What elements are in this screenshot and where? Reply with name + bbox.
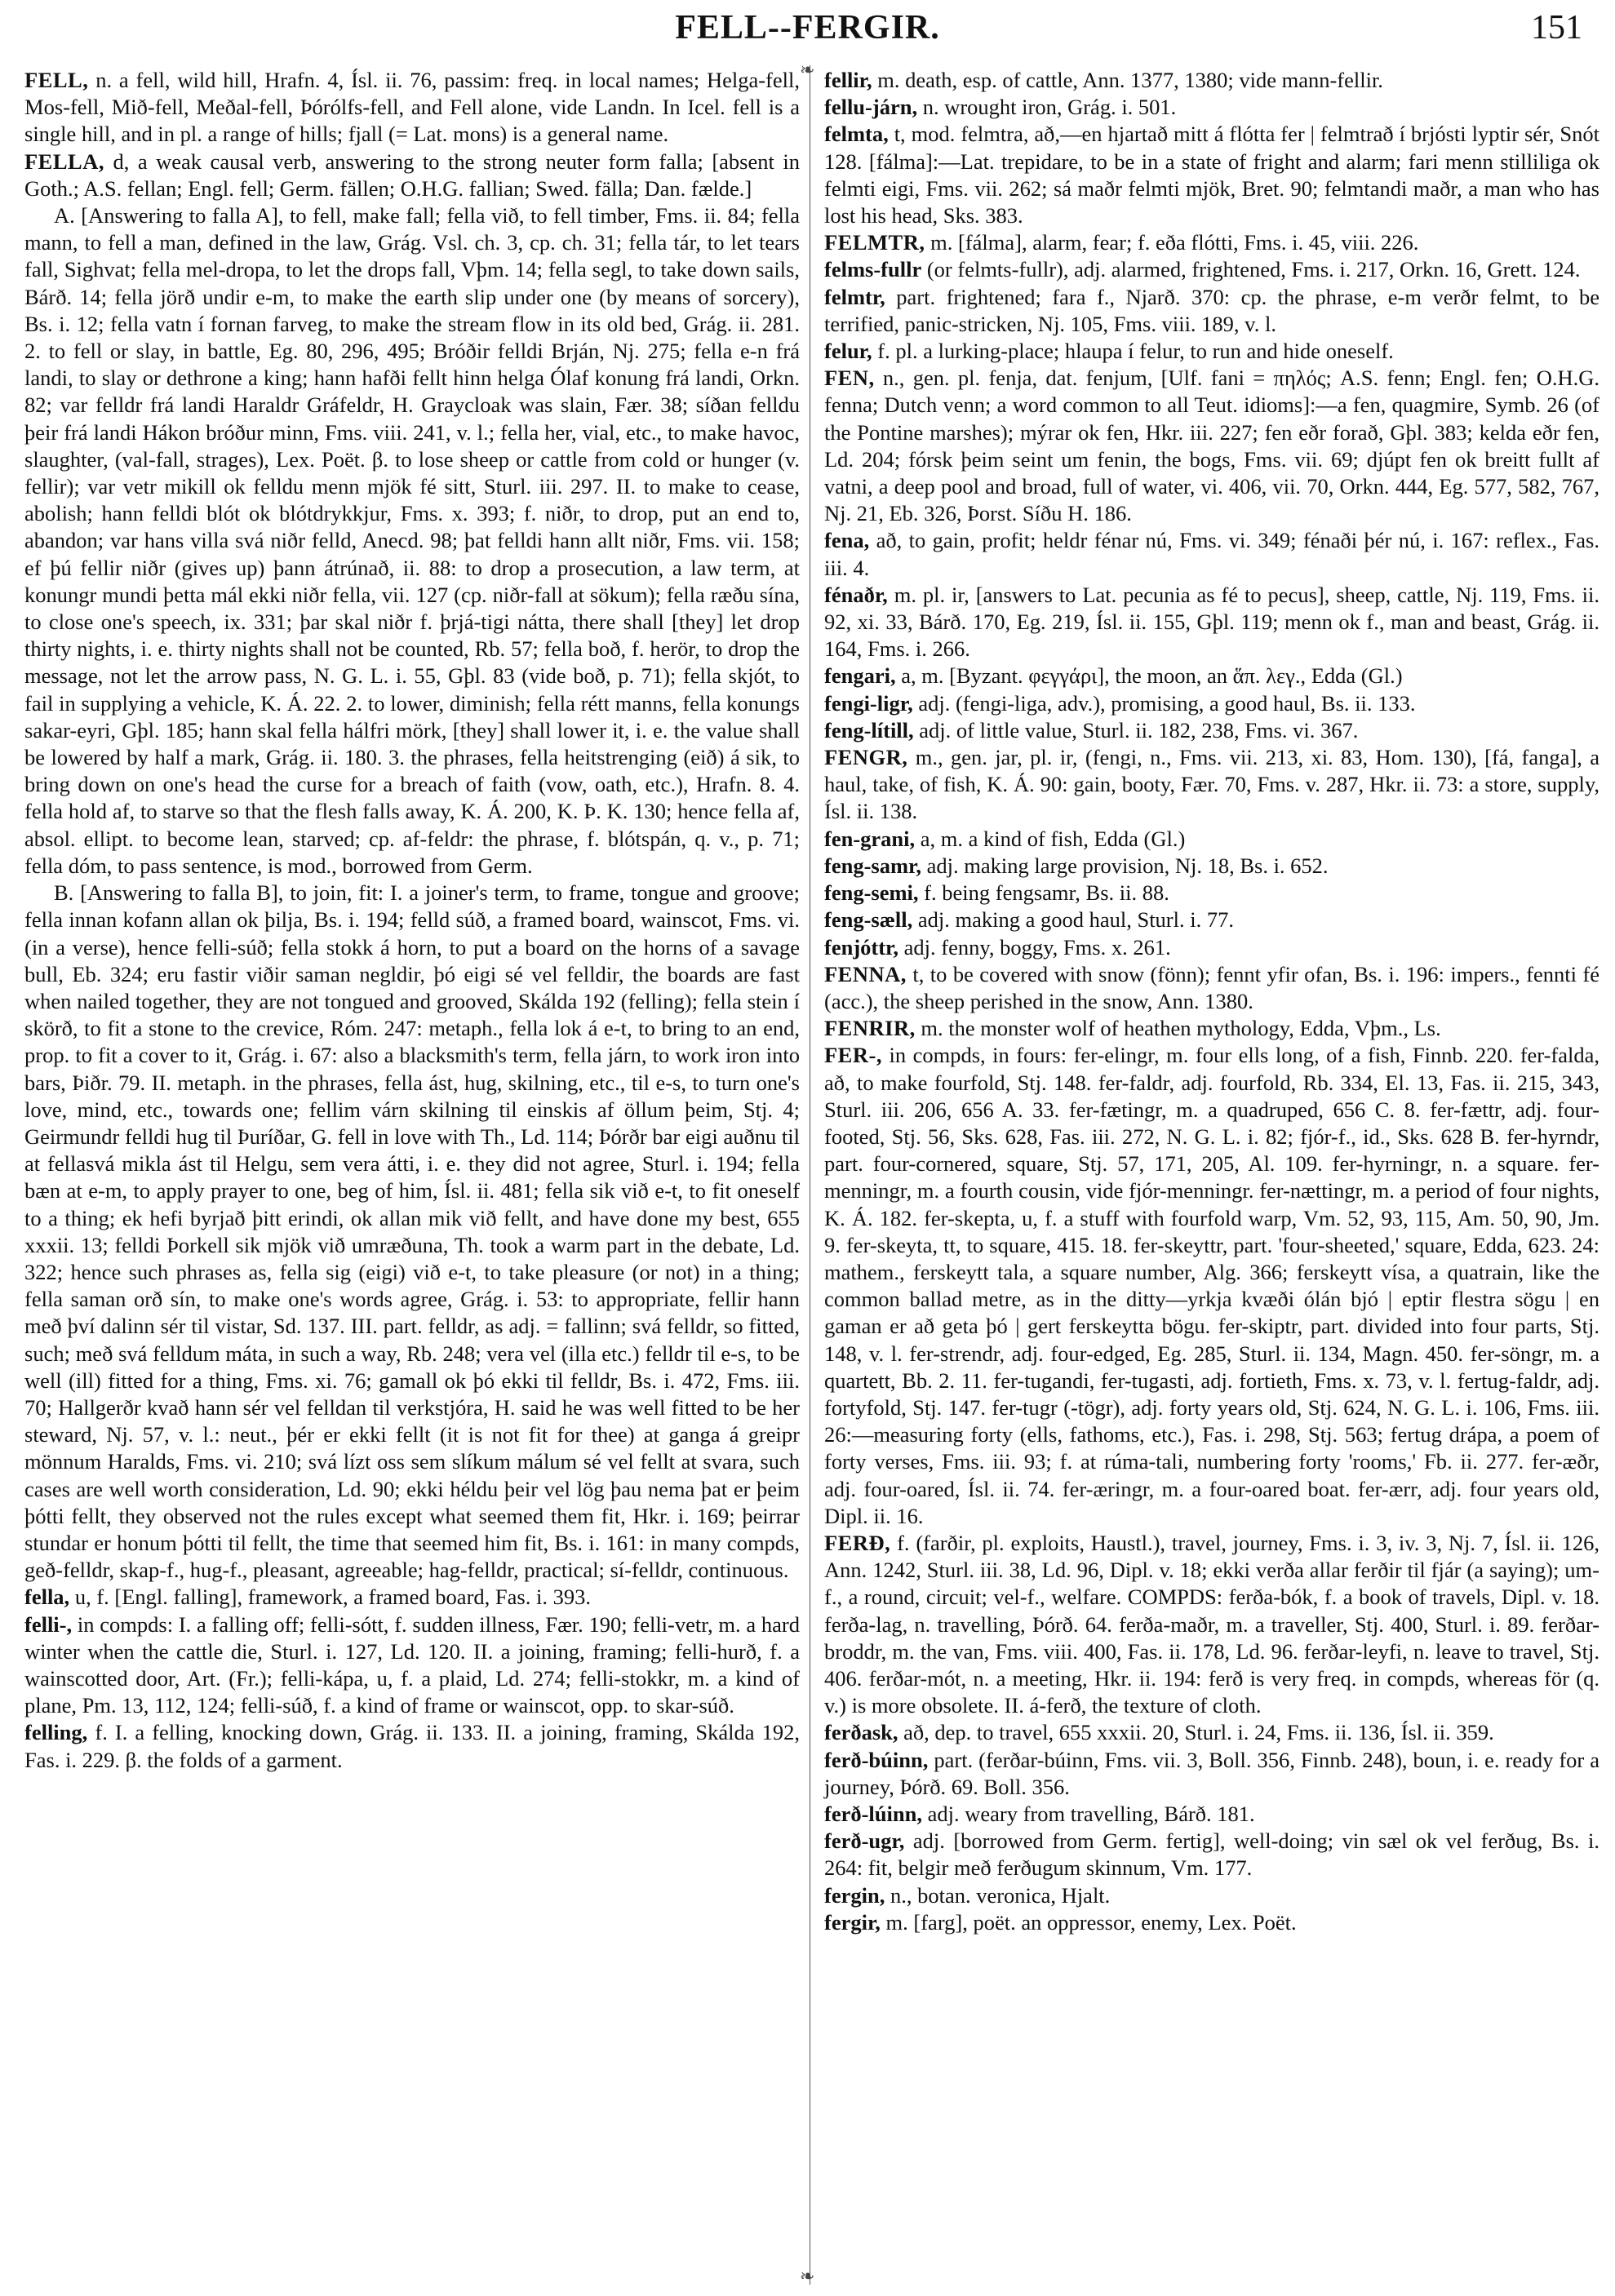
dictionary-entry: [24, 1719, 800, 1773]
entry-headword: fergir,: [824, 1909, 881, 1935]
dictionary-entry: [824, 934, 1599, 961]
entry-headword: ferð-lúinn,: [824, 1802, 922, 1826]
dictionary-entry: [824, 284, 1599, 338]
entry-text: adj. fenny, boggy, Fms. x. 261.: [898, 934, 1171, 960]
column-ornament-top: ❧: [800, 60, 815, 81]
dictionary-entry: [824, 717, 1599, 744]
dictionary-entry: [824, 1042, 1599, 1530]
entry-text: in compds: I. a falling off; felli-sótt, f. sudden illness, Fær. 190; felli-vetr, m. a hard winter when the cattle die, Sturl. i. 127, Ld. 120. II. a joining, framing; felli-hurð, f. a wainscotted door, Art. (Fr.); felli-kápa, u, f. a plaid, Ld. 274; felli-stokkr, m. a kind of plane, Pm. 13, 112, 124; felli-súð, f. a kind of frame or wainscot, opp. to skar-súð.: [24, 1611, 800, 1718]
dictionary-entry: [824, 690, 1599, 717]
entry-headword: FER-,: [824, 1043, 882, 1068]
entry-text: m., gen. jar, pl. ir, (fengi, n., Fms. vii. 213, xi. 83, Hom. 130), [fá, fanga], a haul, take, of fish, K. Á. 90: gain, booty, Fær. 70, Fms. v. 287, Hkr. ii. 73: a store, supply, Ísl. ii. 138.: [824, 745, 1599, 824]
entry-text: f. I. a felling, knocking down, Grág. ii. 133. II. a joining, framing, Skálda 192, Fas. i. 229. β. the folds of a garment.: [24, 1720, 800, 1772]
entry-text: part. (ferðar-búinn, Fms. vii. 3, Boll. 356, Finnb. 248), boun, i. e. ready for a journey, Þórð. 69. Boll. 356.: [824, 1747, 1599, 1799]
entry-headword: feng-lítill,: [824, 717, 914, 742]
dictionary-entry: [824, 256, 1599, 283]
dictionary-entry: [24, 1611, 800, 1720]
entry-text: n., gen. pl. fenja, dat. fenjum, [Ulf. fani = πηλός; A.S. fenn; Engl. fen; O.H.G. fenna; Dutch venn; a word common to all Teut. idioms]:—a fen, quagmire, Symb. 26 (of the Pontine marshes); mýrar ok fen, Hkr. iii. 227; fen eðr forað, Gþl. 383; kelda eðr fen, Ld. 204; fórsk þeim seint um fenin, the bogs, Fms. vii. 69; djúpt fen ok breitt fullt af vatni, a deep pool and broad, full of water, vi. 406, vii. 70, Orkn. 444, Eg. 577, 582, 767, Nj. 21, Eb. 326, Þorst. Síðu H. 186.: [824, 366, 1599, 526]
dictionary-entry: [24, 1584, 800, 1611]
entry-text: adj. [borrowed from Germ. fertig], well-doing; vin sæl ok vel ferðug, Bs. i. 264: fit, belgir með ferðugum skinnum, Vm. 177.: [824, 1828, 1599, 1881]
dictionary-entry: [824, 1882, 1599, 1909]
entry-headword: felmta,: [824, 122, 889, 147]
entry-headword: fellu-járn,: [824, 95, 918, 120]
entry-text: m. the monster wolf of heathen mythology, Edda, Vþm., Ls.: [915, 1016, 1441, 1041]
dictionary-entry: [824, 1719, 1599, 1746]
entry-headword: feng-semi,: [824, 880, 919, 906]
entry-headword: FELLA,: [24, 148, 104, 174]
entry-text: m. pl. ir, [answers to Lat. pecunia as fé to pecus], sheep, cattle, Nj. 119, Fms. ii. 92, xi. 33, Bárð. 170, Eg. 219, Ísl. ii. 155, Gþl. 119; menn ok f., man and beast, Grág. ii. 164, Fms. i. 266.: [824, 582, 1599, 662]
entry-headword: FEN,: [824, 366, 875, 391]
entry-headword: feng-sæll,: [824, 907, 913, 933]
entry-headword: fena,: [824, 528, 870, 553]
page-number: 151: [1531, 9, 1582, 47]
entry-headword: feng-samr,: [824, 853, 921, 878]
entry-text: m. [farg], poët. an oppressor, enemy, Lex. Poët.: [880, 1909, 1297, 1935]
entry-text: in compds, in fours: fer-elingr, m. four ells long, of a fish, Finnb. 220. fer-falda, að, to make fourfold, Stj. 148. fer-faldr, adj. fourfold, Rb. 334, El. 13, Fas. ii. 215, 343, Sturl. iii. 206, 656 A. 33. fer-fætingr, m. a quadruped, 656 C. 8. fer-fættr, adj. four-footed, Stj. 56, Sks. 628, Fas. iii. 272, N. G. L. i. 82; fjór-f., id., Sks. 628 B. fer-hyrndr, part. four-cornered, square, Stj. 57, 171, 205, Al. 109. fer-hyrningr, n. a square. fer-menningr, m. a fourth cousin, vide fjór-menningr. fer-nættingr, m. a period of four nights, K. Á. 182. fer-skepta, u, f. a stuff with fourfold warp, Vm. 52, 93, 115, Am. 50, 90, Jm. 9. fer-skeyta, tt, to square, 415. 18. fer-skeyttr, part. 'four-sheeted,' square, Edda, 623. 24: mathem., ferskeytt tala, a square number, Alg. 366; ferskeytt vísa, a quatrain, like the common ballad metre, as in the ditty—yrkja kvæði ólán bjó | eptir flestra sögu | en gaman er að geta þó | gert ferskeytta bögu. fer-skiptr, part. divided into four parts, Stj. 148, v. l. fer-strendr, adj. four-edged, Eg. 285, Sturl. ii. 134, Magn. 450. fer-söngr, m. a quartett, Bb. 2. 11. fer-tugandi, fer-tugasti, adj. fortieth, Fms. x. 73, v. l. fertug-faldr, adj. fortyfold, Stj. 147. fer-tugr (-tögr), adj. forty years old, Stj. 624, N. G. L. i. 106, Fms. iii. 26:—measuring forty (ells, fathoms, etc.), Fas. i. 298, Stj. 563; fertug drápa, a poem of forty verses, Fms. iii. 93; f. at rúma-tali, numbering forty 'rooms,' Fb. ii. 277. fer-æðr, adj. four-oared, Ísl. ii. 74. fer-æringr, m. a four-oared boat. fer-ærr, adj. four years old, Dipl. ii. 16.: [824, 1043, 1599, 1528]
entry-text: f. being fengsamr, Bs. ii. 88.: [918, 880, 1169, 906]
dictionary-entry: [824, 365, 1599, 527]
dictionary-entry: [824, 229, 1599, 256]
entry-headword: ferð-ugr,: [824, 1828, 905, 1854]
dictionary-entry-section: [24, 202, 800, 880]
entry-headword: fella,: [24, 1585, 70, 1610]
entry-headword: fellir,: [824, 68, 872, 92]
dictionary-entry: [24, 67, 800, 148]
entry-text: a, m. a kind of fish, Edda (Gl.): [915, 826, 1186, 851]
entry-headword: FERÐ,: [824, 1530, 891, 1555]
dictionary-entry: [824, 94, 1599, 121]
right-column: [824, 67, 1599, 1936]
entry-text: m. death, esp. of cattle, Ann. 1377, 1380; vide mann-fellir.: [872, 68, 1383, 92]
entry-text: adj. of little value, Sturl. ii. 182, 238, Fms. vi. 367.: [913, 717, 1359, 742]
dictionary-entry: [824, 906, 1599, 933]
entry-text: A. [Answering to falla A], to fell, make fall; fella við, to fell timber, Fms. ii. 84; fella mann, to fell a man, defined in the law, Grág. Vsl. ch. 3, cp. ch. 31; fella tár, to let tears fall, Sighvat; fella mel-dropa, to let the drops fall, Vþm. 14; fella segl, to take down sails, Bárð. 14; fella jörð undir e-m, to make the earth slip under one (by means of sorcery), Bs. i. 12; fella vatn í fornan farveg, to make the stream flow in its old bed, Grág. ii. 281. 2. to fell or slay, in battle, Eg. 80, 296, 495; Bróðir felldi Brján, Nj. 275; fella e-n frá landi, to slay or dethrone a king; hann hafði fellt hinn helga Ólaf konung frá landi, Orkn. 82; var felldr frá landi Haraldr Gráfeldr, H. Graycloak was slain, Fær. 38; síðan felldu þeir frá landi Hákon bróður minn, Fms. viii. 241, v. l.; fella her, vial, etc., to make havoc, slaughter, (val-fall, strages), Lex. Poët. β. to lose sheep or cattle from cold or hunger (v. fellir); var vetr mikill ok felldu menn mjök fé sitt, Sturl. iii. 297. II. to make to cease, abolish; hann felldi blót ok blótdrykkjur, Fms. x. 393; f. niðr, to drop, put an end to, abandon; var hans villa svá niðr felld, Anecd. 98; þat felldi hann allt niðr, Fms. vii. 158; ef þú fellir niðr (gives up) þann átrúnað, ii. 88: to drop a prosecution, a law term, at konungr mundi þetta mál ekki niðr fella, vii. 127 (cp. niðr-fall at sökum); fella ræðu sína, to close one's speech, ix. 331; þar skal niðr f. þrjá-tigi nátta, there shall [they] let drop thirty nights, i. e. thirty nights shall not be counted, Rb. 57; fella boð, f. herör, to drop the message, not let the arrow pass, N. G. L. i. 55, Gþl. 83 (vide boð, p. 71); fella skjót, to fail in supplying a vehicle, K. Á. 22. 2. to lower, diminish; fella rétt manns, fella konungs sakar-eyri, Gþl. 185; hann skal fella hálfri mörk, [they] shall lower it, i. e. the value shall be lowered by half a mark, Grág. ii. 180. 3. the phrases, fella heitstrenging (eið) á sik, to bring down on one's head the curse for a breach of faith (vow, oath, etc.), Hrafn. 8. 4. fella hold af, to starve so that the flesh falls away, K. Á. 200, K. Þ. K. 130; hence fella af, absol. ellipt. to become lean, starved; cp. af-feldr: the phrase, f. blótspán, q. v., p. 71; fella dóm, to pass sentence, is mod., borrowed from Germ.: [24, 203, 800, 878]
running-head: FELL--FERGIR.: [675, 9, 940, 47]
page-header: [0, 0, 1615, 57]
entry-text: (or felmts-fullr), adj. alarmed, frightened, Fms. i. 217, Orkn. 16, Grett. 124.: [921, 257, 1581, 282]
entry-headword: fenjóttr,: [824, 934, 899, 960]
left-column: [24, 67, 800, 1774]
entry-headword: fénaðr,: [824, 582, 888, 607]
dictionary-entry: [824, 853, 1599, 880]
entry-text: B. [Answering to falla B], to join, fit: I. a joiner's term, to frame, tongue and groove; fella innan kofann allan ok þilja, Bs. i. 194; felld súð, a framed board, wainscot, Fms. vi. (in a verse), hence felli-súð; fella stokk á horn, to put a board on the horns of a savage bull, Eb. 324; eru fastir viðir saman negldir, þó eigi sé vel felldir, the boards are fast when nailed together, they are not tongued and grooved, Skálda 192 (felling); fella stein í skörð, to fit a stone to the crevice, Róm. 247: metaph., fella lok á e-t, to bring to an end, prop. to fit a cover to it, Grág. i. 67: also a blacksmith's term, fella járn, to work iron into bars, Þiðr. 79. II. metaph. in the phrases, fella ást, hug, skilning, etc., til e-s, to turn one's love, mind, etc., towards one; fellim várn skilning til einskis af öllum þeim, Stj. 4; Geirmundr felldi hug til Þuríðar, G. fell in love with Th., Ld. 114; Þórðr bar eigi auðnu til at fellasvá mikla ást til Helgu, sem vera átti, i. e. they did not agree, Sturl. i. 194; fella bæn at e-m, to apply prayer to one, beg of him, Ísl. ii. 481; fella sik við e-t, to fit oneself to a thing; ek hefi byrjað þitt erindi, ok allan mik við fellt, and have done my best, 655 xxxii. 13; felldi Þorkell sik mjök við umræðuna, Th. took a warm part in the debate, Ld. 322; hence such phrases as, fella sig (eigi) við e-t, to take pleasure (or not) in a thing; fella saman orð sín, to make one's words agree, Grág. i. 53: to appropriate, fellir hann með því dalinn sér til vistar, Sd. 137. III. part. felldr, as adj. = fallinn; svá felldr, so fitted, such; með svá felldum máta, in such a way, Rb. 248; vera vel (illa etc.) felldr til e-s, to be well (ill) fitted for a thing, Fms. xi. 76; gamall ok þó ekki til felldr, Bs. i. 472, Fms. iii. 70; Hallgerðr kvað hann sér vel felldan til verkstjóra, H. said he was well fitted to be her steward, Nj. 57, v. l.: neut., þér er ekki fellt (it is not fit for thee) at ganga á greipr mönnum Haralds, Fms. vi. 210; svá lízt oss sem slíkum málum sé vel fellt at svara, such cases are well worth consideration, Ld. 90; ekki héldu þeir vel lög þau nema þat er þeim þótti fellt, they observed not the rules except what seemed them fit, Hkr. i. 169; þeirrar stundar er honum þótti til fellt, the time that seemed him fit, Bs. i. 161: in many compds, geð-felldr, skap-f., hug-f., pleasant, agreeable; hag-felldr, practical; sí-felldr, continuous.: [24, 880, 800, 1583]
dictionary-entry: [824, 1530, 1599, 1719]
entry-headword: fengi-ligr,: [824, 690, 913, 716]
entry-text: f. (farðir, pl. exploits, Haustl.), travel, journey, Fms. i. 3, iv. 3, Nj. 7, Ísl. ii. 126, Ann. 1242, Sturl. iii. 38, Ld. 96, Dipl. v. 18; ekki verða allar ferðir til fjár (a saying); um-f., a round, circuit; vel-f., welfare. COMPDS: ferða-bók, f. a book of travels, Dipl. v. 18. ferða-lag, n. travelling, Þórð. 64. ferða-maðr, m. a traveller, Stj. 400, Sturl. i. 89. ferðar-broddr, m. the van, Fms. viii. 400, Fas. ii. 178, Ld. 96. ferðar-leyfi, n. leave to travel, Stj. 406. ferðar-mót, n. a meeting, Hkr. ii. 194: ferð is very freq. in compds, whereas för (q. v.) is more obsolete. II. á-ferð, the texture of cloth.: [824, 1530, 1599, 1718]
entry-headword: felur,: [824, 339, 872, 364]
dictionary-entry: [824, 1801, 1599, 1828]
dictionary-entry: [824, 826, 1599, 853]
entry-headword: felms-fullr: [824, 257, 922, 282]
entry-text: d, a weak causal verb, answering to the strong neuter form falla; [absent in Goth.; A.S. fellan; Engl. fell; Germ. fällen; O.H.G. fallian; Swed. fälla; Dan. fælde.]: [24, 148, 800, 201]
entry-text: n. a fell, wild hill, Hrafn. 4, Ísl. ii. 76, passim: freq. in local names; Helga-fell, Mos-fell, Mið-fell, Meðal-fell, Þórólfs-fell, and Fell alone, vide Landn. In Icel. fell is a single hill, and in pl. a range of hills; fjall (= Lat. mons) is a general name.: [24, 68, 800, 147]
entry-headword: FENNA,: [824, 961, 907, 986]
entry-text: n., botan. veronica, Hjalt.: [885, 1882, 1111, 1908]
dictionary-entry: [824, 1909, 1599, 1936]
entry-text: a, m. [Byzant. φεγγάρι], the moon, an ἅπ. λεγ., Edda (Gl.): [895, 663, 1403, 689]
entry-text: að, dep. to travel, 655 xxxii. 20, Sturl. i. 24, Fms. ii. 136, Ísl. ii. 359.: [898, 1720, 1494, 1745]
entry-headword: felling,: [24, 1720, 88, 1745]
entry-headword: fen-grani,: [824, 826, 916, 851]
dictionary-entry: [824, 338, 1599, 365]
dictionary-entry: [824, 121, 1599, 229]
dictionary-entry: [824, 1828, 1599, 1882]
entry-text: að, to gain, profit; heldr fénar nú, Fms. vi. 349; fénaði þér nú, i. 167: reflex., Fas. iii. 4.: [824, 528, 1599, 580]
dictionary-entry: [824, 1015, 1599, 1042]
dictionary-entry: [824, 527, 1599, 581]
dictionary-entry-section: [24, 880, 800, 1584]
entry-text: adj. (fengi-liga, adv.), promising, a good haul, Bs. ii. 133.: [912, 690, 1416, 716]
entry-text: part. frightened; fara f., Njarð. 370: cp. the phrase, e-m verðr felmt, to be terrified, panic-stricken, Nj. 105, Fms. viii. 189, v. l.: [824, 284, 1599, 336]
dictionary-entry: [824, 880, 1599, 906]
entry-text: m. [fálma], alarm, fear; f. eða flótti, Fms. i. 45, viii. 226.: [925, 230, 1419, 255]
entry-text: adj. making large provision, Nj. 18, Bs. i. 652.: [921, 853, 1329, 878]
dictionary-entry: [824, 961, 1599, 1015]
entry-headword: FELL,: [24, 68, 89, 92]
entry-headword: FENGR,: [824, 745, 908, 770]
dictionary-entry: [24, 148, 800, 202]
entry-text: adj. weary from travelling, Bárð. 181.: [922, 1802, 1255, 1826]
dictionary-entry: [824, 582, 1599, 663]
entry-headword: fengari,: [824, 663, 896, 689]
column-ornament-bottom: ❧: [800, 2267, 815, 2287]
entry-headword: ferð-búinn,: [824, 1747, 929, 1772]
entry-headword: FENRIR,: [824, 1016, 916, 1041]
entry-headword: fergin,: [824, 1882, 885, 1908]
entry-text: adj. making a good haul, Sturl. i. 77.: [912, 907, 1234, 933]
dictionary-entry: [824, 1747, 1599, 1801]
dictionary-entry: [824, 744, 1599, 826]
entry-text: f. pl. a lurking-place; hlaupa í felur, to run and hide oneself.: [872, 339, 1394, 364]
entry-headword: felli-,: [24, 1611, 73, 1637]
entry-text: t, to be covered with snow (fönn); fennt yfir ofan, Bs. i. 196: impers., fennti fé (acc.), the sheep perished in the snow, Ann. 1380.: [824, 961, 1599, 1013]
entry-headword: FELMTR,: [824, 230, 925, 255]
entry-text: n. wrought iron, Grág. i. 501.: [917, 95, 1177, 120]
entry-headword: felmtr,: [824, 284, 885, 309]
dictionary-entry: [824, 67, 1599, 94]
dictionary-entry: [824, 663, 1599, 689]
entry-text: u, f. [Engl. falling], framework, a framed board, Fas. i. 393.: [69, 1585, 591, 1610]
entry-text: t, mod. felmtra, að,—en hjartað mitt á flótta fer | felmtrað í brjósti lyptir sér, Snót 128. [fálma]:—Lat. trepidare, to be in a state of fright and alarm; fari menn stilliliga ok felmti eigi, Fms. vii. 262; sá maðr felmti mjök, Bret. 90; felmtandi maðr, a man who has lost his head, Sks. 383.: [824, 122, 1599, 228]
entry-headword: ferðask,: [824, 1720, 898, 1745]
